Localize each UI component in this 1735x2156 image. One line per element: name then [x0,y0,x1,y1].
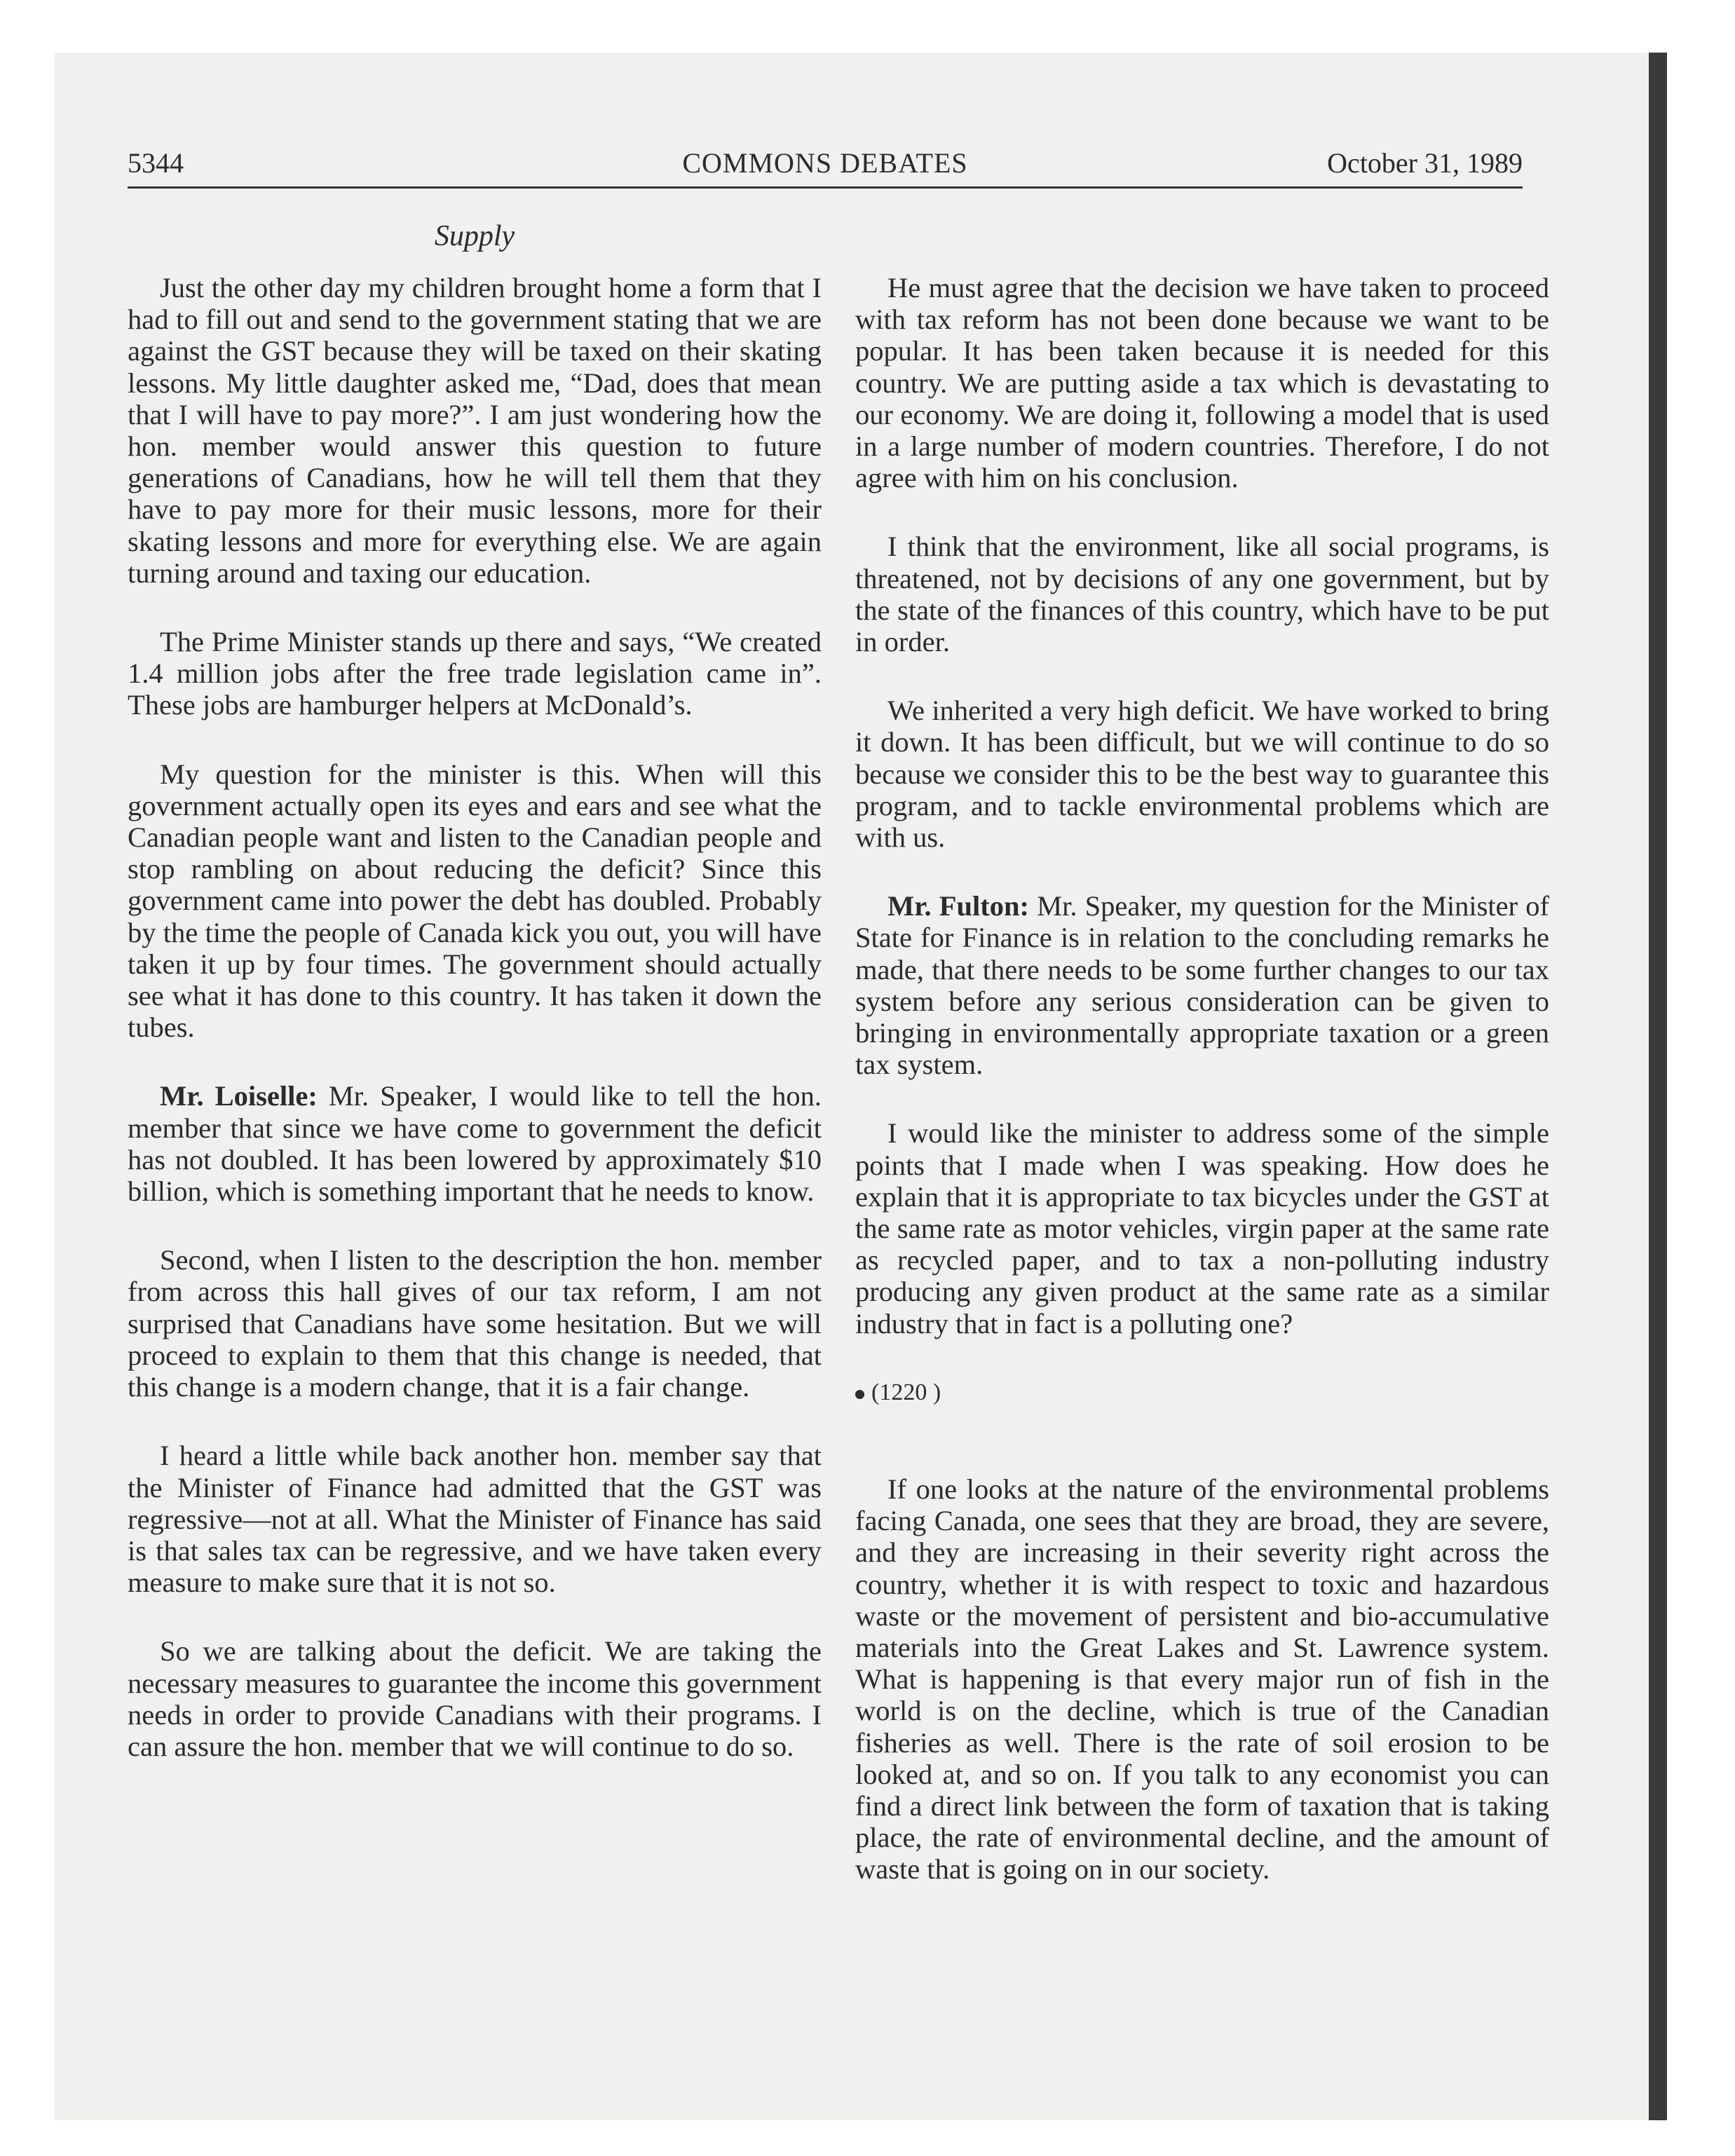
paragraph-text: We inherited a very high deficit. We have worked to bring it down. It has been difficult, but we will continue to do so because we consider this to be the best way to guarantee this program, and to tackle environmental problems which are with us. [855,695,1549,854]
paragraph [128,1244,822,1403]
paragraph-text: My question for the minister is this. When will this government actually open its eyes and ears and see what the Canadian people want and listen to the Canadian people and stop rambling on about reducing the deficit? Since this government came into power the debt has doubled. Probably by the time the people of Canada kick you out, you will have taken it up by four times. The government should actually see what it has done to this country. It has taken it down the tubes. [128,758,822,1044]
paragraph-text: I think that the environment, like all social programs, is threatened, not by decisions of any one government, but by the state of the finances of this country, which have to be put in order. [855,531,1549,658]
paragraph-text: I heard a little while back another hon. member say that the Minister of Finance had admitted that the GST was regressive—not at all. What the Minister of Finance has said is that sales tax can be regressive, and we have taken every measure to make sure that it is not so. [128,1440,822,1599]
speaker-name: Mr. Loiselle: [160,1080,318,1112]
paragraph-text: The Prime Minister stands up there and says, “We created 1.4 million jobs after the free trade legislation came in”. These jobs are hamburger helpers at McDonald’s. [128,626,822,721]
paragraph [128,1080,822,1207]
page-header [128,146,1523,181]
paragraph [128,626,822,721]
paragraph [128,758,822,1044]
scan-edge-shadow [1649,53,1667,2120]
section-heading: Supply [434,220,515,252]
paragraph-text: Just the other day my children brought home a form that I had to fill out and send to the government stating that we are against the GST because they will be taxed on their skating lessons. My little daughter asked me, “Dad, does that mean that I will have to pay more?”. I am just wondering how the hon. member would answer this question to future generations of Canadians, how he will tell them that they have to pay more for their music lessons, more for their skating lessons and more for everything else. We are again turning around and taxing our education. [128,272,822,589]
paragraph [855,890,1549,1080]
paragraph [855,1117,1549,1339]
paragraph [128,1440,822,1598]
paragraph [855,695,1549,853]
paragraph-text: Second, when I listen to the description the hon. member from across this hall gives of our tax reform, I am not surprised that Canadians have some hesitation. But we will proceed to explain to them that this change is needed, that this change is a modern change, that it is a fair change. [128,1244,822,1403]
paragraph [855,531,1549,657]
time-marker-text: (1220 ) [871,1379,941,1405]
paragraph-text: Mr. Speaker, my question for the Minister of State for Finance is in relation to the concluding remarks he made, that there needs to be some further changes to our tax system before any serious consideration can be given to bringing in environmentally appropriate taxation or a green tax system. [855,890,1549,1081]
right-column [855,272,1549,1923]
paragraph [855,272,1549,493]
paragraph [128,1635,822,1762]
page-number: 5344 [128,147,184,179]
publication-title: COMMONS DEBATES [682,147,968,179]
paragraph [128,272,822,589]
time-marker [855,1377,1549,1408]
page-date: October 31, 1989 [1327,147,1523,179]
paragraph-text: I would like the minister to address some of the simple points that I made when I was speaking. How does he explain that it is appropriate to tax bicycles under the GST at the same rate as motor vehicles, virgin paper at the same rate as recycled paper, and to tax a non-polluting industry producing any given product at the same rate as a similar industry that in fact is a polluting one? [855,1117,1549,1339]
paragraph-text: So we are talking about the deficit. We are taking the necessary measures to guarantee the income this government needs in order to provide Canadians with their programs. I can assure the hon. member that we will continue to do so. [128,1635,822,1762]
speaker-name: Mr. Fulton: [887,890,1029,922]
paragraph [855,1473,1549,1885]
bullet-icon [855,1390,864,1399]
paragraph-text: If one looks at the nature of the environmental problems facing Canada, one sees that they are broad, they are severe, and they are increasing in their severity right across the country, whether it is with respect to toxic and hazardous waste or the movement of persistent and bio-accumulative materials into the Great Lakes and St. Lawrence system. What is happening is that every major run of fish in the world is on the decline, which is true of the Canadian fisheries as well. There is the rate of soil erosion to be looked at, and so on. If you talk to any economist you can find a direct link between the form of taxation that is taking place, the rate of environmental decline, and the amount of waste that is going on in our society. [855,1473,1549,1885]
paragraph-text: Mr. Speaker, I would like to tell the hon. member that since we have come to government the deficit has not doubled. It has been lowered by approximately $10 billion, which is something important that he needs to know. [128,1080,822,1208]
header-rule [128,186,1523,189]
left-column [128,272,822,1799]
paragraph-text: He must agree that the decision we have taken to proceed with tax reform has not been done because we want to be popular. It has been taken because it is needed for this country. We are putting aside a tax which is devastating to our economy. We are doing it, following a model that is used in a large number of modern countries. Therefore, I do not agree with him on his conclusion. [855,272,1549,494]
